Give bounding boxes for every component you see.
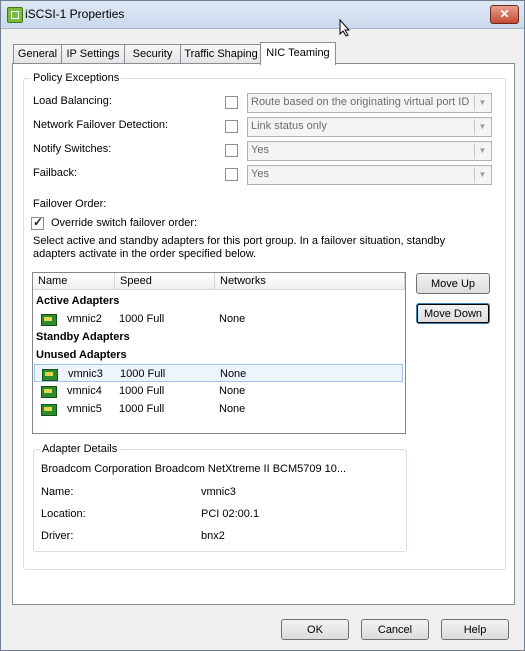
failback-label: Failback: xyxy=(33,167,78,179)
notify-switches-label: Notify Switches: xyxy=(33,143,112,155)
notify-switches-value: Yes xyxy=(251,144,269,156)
adapter-location-value: PCI 02:00.1 xyxy=(201,508,260,520)
chevron-down-icon: ▼ xyxy=(474,143,490,159)
column-header-speed[interactable]: Speed xyxy=(115,273,215,290)
adapter-name: vmnic5 xyxy=(67,403,102,415)
standby-adapters-header: Standby Adapters xyxy=(36,331,130,343)
adapter-name-label: Name: xyxy=(41,486,74,498)
failover-description-line2: adapters activate in the order specified below. xyxy=(33,248,257,260)
failover-detection-checkbox[interactable] xyxy=(225,120,238,133)
adapter-details-legend: Adapter Details xyxy=(42,443,118,455)
failover-order-label: Failover Order: xyxy=(33,198,107,210)
adapter-list[interactable] xyxy=(32,272,406,434)
tab-general[interactable]: General xyxy=(13,44,62,64)
title-bar[interactable] xyxy=(1,1,524,29)
failover-detection-select[interactable] xyxy=(247,117,492,137)
move-up-button[interactable]: Move Up xyxy=(416,273,490,294)
load-balancing-checkbox[interactable] xyxy=(225,96,238,109)
adapter-speed: 1000 Full xyxy=(120,368,166,380)
adapter-row[interactable] xyxy=(34,310,403,328)
adapter-row[interactable] xyxy=(34,382,403,400)
override-failover-checkbox[interactable] xyxy=(31,217,44,230)
failover-detection-label: Network Failover Detection: xyxy=(33,119,169,131)
network-adapter-icon xyxy=(41,404,57,416)
adapter-networks: None xyxy=(220,368,247,380)
adapter-speed: 1000 Full xyxy=(119,403,165,415)
failover-description-line1: Select active and standby adapters for this port group. In a failover situation, standby xyxy=(33,235,446,247)
adapter-networks: None xyxy=(219,403,246,415)
adapter-speed: 1000 Full xyxy=(119,313,165,325)
close-icon: ✕ xyxy=(499,7,510,21)
notify-switches-checkbox[interactable] xyxy=(225,144,238,157)
chevron-down-icon: ▼ xyxy=(474,119,490,135)
chevron-down-icon: ▼ xyxy=(474,95,490,111)
portgroup-icon xyxy=(7,7,23,23)
tab-traffic-shaping[interactable]: Traffic Shaping xyxy=(180,44,262,64)
load-balancing-value: Route based on the originating virtual port ID xyxy=(251,96,470,108)
adapter-name: vmnic4 xyxy=(67,385,102,397)
adapter-description: Broadcom Corporation Broadcom NetXtreme II BCM5709 10... xyxy=(41,463,347,475)
failover-detection-value: Link status only xyxy=(251,120,327,132)
network-adapter-icon xyxy=(41,314,57,326)
override-failover-label: Override switch failover order: xyxy=(51,217,198,229)
policy-exceptions-legend: Policy Exceptions xyxy=(33,72,120,84)
ok-button[interactable]: OK xyxy=(281,619,349,640)
load-balancing-label: Load Balancing: xyxy=(33,95,112,107)
close-button[interactable] xyxy=(490,5,519,24)
adapter-driver-label: Driver: xyxy=(41,530,74,542)
network-adapter-icon xyxy=(41,386,57,398)
adapter-networks: None xyxy=(219,385,246,397)
adapter-driver-value: bnx2 xyxy=(201,530,225,542)
failback-checkbox[interactable] xyxy=(225,168,238,181)
adapter-row[interactable] xyxy=(34,400,403,418)
tab-nic-teaming[interactable]: NIC Teaming xyxy=(260,42,336,65)
adapter-networks: None xyxy=(219,313,246,325)
adapter-name: vmnic2 xyxy=(67,313,102,325)
adapter-speed: 1000 Full xyxy=(119,385,165,397)
column-header-networks[interactable]: Networks xyxy=(215,273,405,290)
tab-ip-settings[interactable]: IP Settings xyxy=(61,44,125,64)
column-header-name[interactable]: Name xyxy=(33,273,115,290)
adapter-name-value: vmnic3 xyxy=(201,486,236,498)
failback-select[interactable] xyxy=(247,165,492,185)
active-adapters-header: Active Adapters xyxy=(36,295,120,307)
load-balancing-select[interactable] xyxy=(247,93,492,113)
tab-security[interactable]: Security xyxy=(124,44,181,64)
adapter-location-label: Location: xyxy=(41,508,86,520)
network-adapter-icon xyxy=(42,369,58,381)
move-down-button[interactable]: Move Down xyxy=(416,303,490,324)
cancel-button[interactable]: Cancel xyxy=(361,619,429,640)
window-title: iSCSI-1 Properties xyxy=(25,7,125,21)
mouse-cursor-icon xyxy=(339,19,351,37)
failback-value: Yes xyxy=(251,168,269,180)
unused-adapters-header: Unused Adapters xyxy=(36,349,127,361)
help-button[interactable]: Help xyxy=(441,619,509,640)
notify-switches-select[interactable] xyxy=(247,141,492,161)
adapter-row[interactable] xyxy=(34,364,403,382)
chevron-down-icon: ▼ xyxy=(474,167,490,183)
adapter-name: vmnic3 xyxy=(68,368,103,380)
